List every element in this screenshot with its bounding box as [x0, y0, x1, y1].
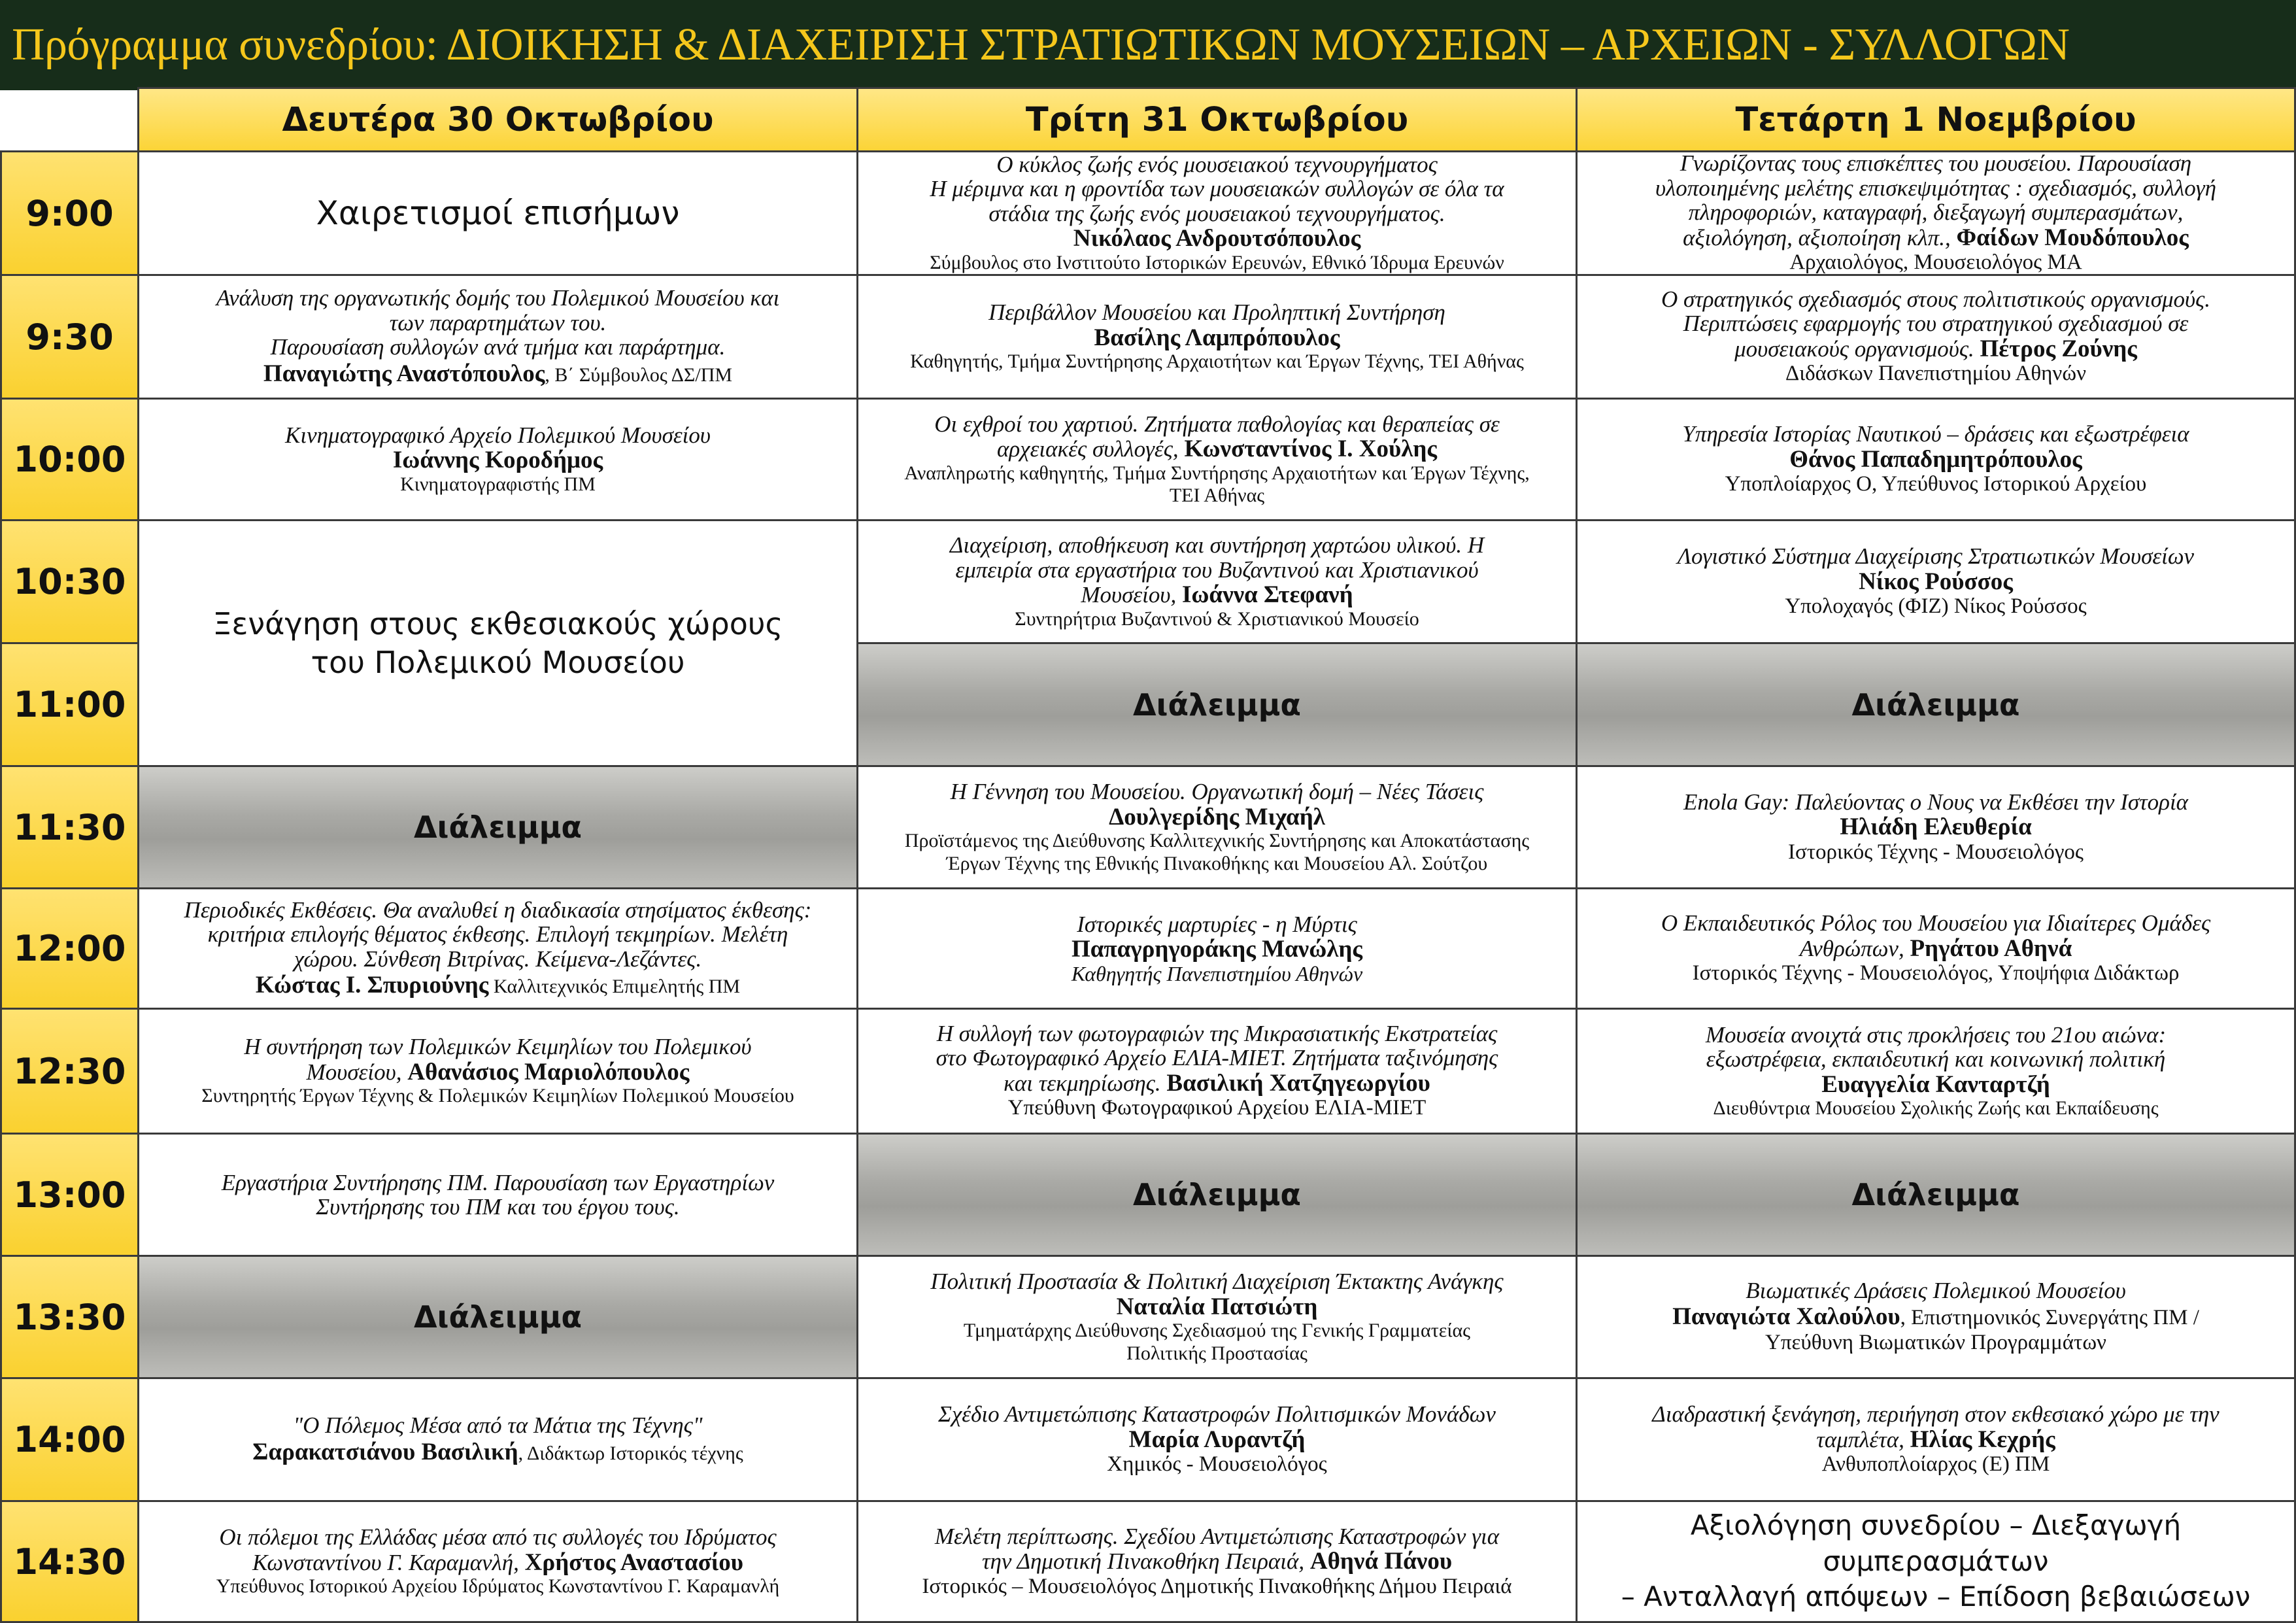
- time-slot-1300: 13:00: [0, 1133, 139, 1257]
- speaker-name: Δουλγερίδης Μιχαήλ: [1109, 803, 1325, 830]
- session-title: Πολιτική Προστασία & Πολιτική Διαχείριση Έκτακτης Ανάγκης: [930, 1269, 1504, 1295]
- speaker-name: Βασιλική Χατζηγεωργίου: [1166, 1069, 1430, 1097]
- day-header-wednesday: Τετάρτη 1 Νοεμβρίου: [1576, 87, 2296, 152]
- session-title: Μελέτη περίπτωσης. Σχεδίου Αντιμετώπισης Καταστροφών για: [934, 1523, 1500, 1549]
- session-mon-1230: [137, 1008, 858, 1135]
- session-title: Ο κύκλος ζωής ενός μουσειακού τεχνουργήματος: [996, 151, 1438, 177]
- speaker-name: Βασίλης Λαμπρόπουλος: [1094, 324, 1340, 351]
- speaker-affiliation: Ιστορικός Τέχνης - Μουσειολόγος: [1788, 840, 2084, 864]
- speaker-affiliation: Αρχαιολόγος, Μουσειολόγος ΜΑ: [1789, 250, 2082, 275]
- speaker-affiliation: Αναπληρωτής καθηγητής, Τμήμα Συντήρησης Αρχαιοτήτων και Έργων Τέχνης,: [904, 462, 1530, 484]
- session-wed-1130: [1576, 765, 2296, 889]
- session-wed-1000: [1576, 398, 2296, 521]
- speaker-affiliation: Καλλιτεχνικός Επιμελητής ΠΜ: [488, 976, 741, 998]
- speaker-affiliation: Συντηρητής Έργων Τέχνης & Πολεμικών Κειμηλίων Πολεμικού Μουσείου: [201, 1085, 794, 1107]
- session-tue-1130: [856, 765, 1578, 889]
- day-header-tuesday: Τρίτη 31 Οκτωβρίου: [856, 87, 1578, 152]
- session-title: Η Γέννηση του Μουσείου. Οργανωτική δομή – Νέες Τάσεις: [950, 779, 1484, 805]
- time-slot-1030: 10:30: [0, 519, 139, 644]
- break-tue-1100: [856, 642, 1578, 767]
- session-wed-1400: [1576, 1377, 2296, 1502]
- session-title: στο Φωτογραφικό Αρχείο ΕΛΙΑ-ΜΙΕΤ. Ζητήματα ταξινόμησης: [936, 1045, 1498, 1071]
- time-slot-1200: 12:00: [0, 887, 139, 1010]
- speaker-affiliation: , Διδάκτωρ Ιστορικός τέχνης: [518, 1442, 743, 1464]
- speaker-affiliation: Συντηρήτρια Βυζαντινού & Χριστιανικού Μουσείο: [1015, 607, 1419, 630]
- session-title: εμπειρία στα εργαστήρια του Βυζαντινού και Χριστιανικού: [955, 556, 1479, 583]
- speaker-name: Νίκος Ρούσσος: [1859, 568, 2013, 595]
- speaker-affiliation: Τμηματάρχης Διεύθυνσης Σχεδιασμού της Γενικής Γραμματείας: [963, 1320, 1471, 1342]
- speaker-affiliation: Υποπλοίαρχος Ο, Υπεύθυνος Ιστορικού Αρχείου: [1725, 472, 2147, 496]
- session-title: χώρου. Σύνθεση Βιτρίνας. Κείμενα-Λεζάντες.: [294, 946, 702, 972]
- session-tue-1230: [856, 1008, 1578, 1135]
- session-mon-1200: [137, 887, 858, 1010]
- speaker-name: Κώστας Ι. Σπυριούνης: [255, 972, 489, 999]
- session-title: Ανθρώπων,: [1799, 935, 1910, 961]
- speaker-name: Παπαγρηγοράκης Μανώλης: [1071, 936, 1363, 963]
- time-slot-1000: 10:00: [0, 398, 139, 521]
- session-title: αξιολόγηση, αξιοποίηση κλπ.,: [1683, 224, 1957, 250]
- speaker-affiliation: Σύμβουλος στο Ινστιτούτο Ιστορικών Ερευνών, Εθνικό Ίδρυμα Ερευνών: [930, 251, 1504, 273]
- speaker-name: Θάνος Παπαδημητρόπουλος: [1789, 445, 2082, 473]
- speaker-name: Μαρία Λυραντζή: [1128, 1426, 1306, 1453]
- session-title: μουσειακούς οργανισμούς.: [1734, 335, 1980, 362]
- session-wed-0930: [1576, 274, 2296, 400]
- session-mon-1300: [137, 1133, 858, 1257]
- speaker-affiliation: Ιστορικός Τέχνης - Μουσειολόγος, Υποψήφια Διδάκτωρ: [1692, 961, 2180, 985]
- speaker-affiliation: Καθηγητής, Τμήμα Συντήρησης Αρχαιοτήτων και Έργων Τέχνης, ΤΕΙ Αθήνας: [910, 350, 1524, 373]
- session-wed-1230: [1576, 1008, 2296, 1135]
- time-slot-1330: 13:30: [0, 1255, 139, 1379]
- speaker-name: Ναταλία Πατσιώτη: [1116, 1293, 1318, 1320]
- speaker-name: Ευαγγελία Κανταρτζή: [1821, 1070, 2050, 1098]
- speaker-name: Αθανάσιος Μαριολόπουλος: [407, 1058, 690, 1085]
- session-title: ταμπλέτα,: [1816, 1426, 1910, 1452]
- session-title: εξωστρέφεια, εκπαιδευτική και κοινωνική πολιτική: [1706, 1046, 2166, 1072]
- speaker-affiliation: Διδάσκων Πανεπιστημίου Αθηνών: [1785, 362, 2086, 386]
- session-title: Περιπτώσεις εφαρμογής του στρατηγικού σχεδιασμού σε: [1683, 311, 2189, 337]
- session-title: Διαχείριση, αποθήκευση και συντήρηση χαρτώου υλικού. Η: [949, 532, 1485, 558]
- speaker-name: Ιωάννα Στεφανή: [1181, 581, 1353, 609]
- session-title: πληροφοριών, καταγραφή, διεξαγωγή συμπερασμάτων,: [1688, 199, 2184, 226]
- break-mon-1130: [137, 765, 858, 889]
- speaker-name: Νικόλαος Ανδρουτσόπουλος: [1073, 225, 1361, 252]
- session-text: – Ανταλλαγή απόψεων – Επίδοση βεβαιώσεων: [1621, 1580, 2251, 1613]
- session-title: Παρουσίαση συλλογών ανά τμήμα και παράρτημα.: [270, 334, 726, 360]
- speaker-name: Παναγιώτης Αναστόπουλος: [263, 360, 545, 387]
- session-text: Ξενάγηση στους εκθεσιακούς χώρους: [212, 606, 783, 641]
- session-tue-1030: [856, 519, 1578, 644]
- session-title: Ιστορικές μαρτυρίες - η Μύρτις: [1077, 911, 1357, 937]
- break-wed-1300: [1576, 1133, 2296, 1257]
- speaker-affiliation: Έργων Τέχνης της Εθνικής Πινακοθήκης και Μουσείου Αλ. Σούτζου: [946, 852, 1488, 874]
- time-slot-0930: 9:30: [0, 274, 139, 400]
- session-title: Μουσεία ανοιχτά στις προκλήσεις του 21ου αιώνα:: [1705, 1021, 2167, 1048]
- time-slot-0900: 9:00: [0, 150, 139, 276]
- session-title: Μουσείου,: [306, 1059, 408, 1085]
- break-label: Διάλειμμα: [1851, 1177, 2020, 1212]
- conference-title-bar: [0, 0, 2296, 90]
- session-title: αρχειακές συλλογές,: [997, 436, 1185, 462]
- break-label: Διάλειμμα: [413, 1299, 582, 1335]
- session-tue-1430: [856, 1500, 1578, 1623]
- session-tue-0930: [856, 274, 1578, 400]
- session-wed-1200: [1576, 887, 2296, 1010]
- session-tue-1400: [856, 1377, 1578, 1502]
- session-title: "Ο Πόλεμος Μέσα από τα Μάτια της Τέχνης": [293, 1412, 703, 1439]
- session-wed-0900: [1576, 150, 2296, 276]
- break-tue-1300: [856, 1133, 1578, 1257]
- session-wed-1030: [1576, 519, 2296, 644]
- speaker-affiliation: , Β΄ Σύμβουλος ΔΣ/ΠΜ: [545, 364, 733, 386]
- break-wed-1100: [1576, 642, 2296, 767]
- speaker-affiliation: Χημικός - Μουσειολόγος: [1107, 1452, 1327, 1477]
- speaker-affiliation: Κινηματογραφιστής ΠΜ: [400, 473, 596, 495]
- speaker-name: Ηλίας Κεχρής: [1910, 1426, 2055, 1453]
- session-title: και τεκμηρίωσης.: [1004, 1070, 1167, 1096]
- session-title: υλοποιημένης μελέτης επισκεψιμότητας : σχεδιασμός, συλλογή: [1655, 175, 2216, 201]
- speaker-name: Αθηνά Πάνου: [1309, 1548, 1453, 1575]
- session-title: Περιοδικές Εκθέσεις. Θα αναλυθεί η διαδικασία στησίματος έκθεσης:: [184, 897, 812, 923]
- session-title: Διαδραστική ξενάγηση, περιήγηση στον εκθεσιακό χώρο με την: [1652, 1401, 2220, 1427]
- session-title: Εργαστήρια Συντήρησης ΠΜ. Παρουσίαση των Εργαστηρίων: [221, 1169, 775, 1195]
- session-title: Enola Gay: Παλεύοντας ο Νους να Εκθέσει την Ιστορία: [1683, 789, 2189, 815]
- session-tue-1330: [856, 1255, 1578, 1379]
- session-title: Κωνσταντίνου Γ. Καραμανλή,: [252, 1549, 525, 1575]
- session-title: Ο στρατηγικός σχεδιασμός στους πολιτιστικούς οργανισμούς.: [1661, 286, 2211, 312]
- session-tue-0900: [856, 150, 1578, 276]
- speaker-affiliation: , Επιστημονικός Συνεργάτης ΠΜ /: [1900, 1306, 2199, 1330]
- session-tue-1000: [856, 398, 1578, 521]
- speaker-affiliation: Ιστορικός – Μουσειολόγος Δημοτικής Πινακοθήκης Δήμου Πειραιά: [922, 1574, 1512, 1598]
- session-title: Συντήρησης του ΠΜ και του έργου τους.: [316, 1194, 680, 1220]
- time-slot-1100: 11:00: [0, 642, 139, 767]
- session-title: Η μέριμνα και η φροντίδα των μουσειακών συλλογών σε όλα τα: [930, 176, 1504, 202]
- session-text: Χαιρετισμοί επισήμων: [316, 194, 680, 232]
- break-label: Διάλειμμα: [1132, 687, 1302, 723]
- session-mon-1400: [137, 1377, 858, 1502]
- time-slot-1430: 14:30: [0, 1500, 139, 1623]
- session-title: Ο Εκπαιδευτικός Ρόλος του Μουσείου για Ιδιαίτερες Ομάδες: [1661, 910, 2211, 936]
- speaker-affiliation: Υπεύθυνη Φωτογραφικού Αρχείου ΕΛΙΑ-ΜΙΕΤ: [1007, 1096, 1427, 1120]
- session-mon-0930: [137, 274, 858, 400]
- speaker-affiliation: Υπεύθυνη Βιωματικών Προγραμμάτων: [1765, 1331, 2106, 1355]
- speaker-name: Παναγιώτα Χαλούλου: [1672, 1303, 1900, 1331]
- session-text: Αξιολόγηση συνεδρίου – Διεξαγωγή συμπερασμάτων: [1690, 1509, 2182, 1577]
- session-title: Οι πόλεμοι της Ελλάδας μέσα από τις συλλογές του Ιδρύματος: [219, 1524, 777, 1550]
- session-title: Ανάλυση της οργανωτικής δομής του Πολεμικού Μουσείου και: [216, 285, 780, 311]
- speaker-affiliation: Πολιτικής Προστασίας: [1126, 1342, 1308, 1364]
- speaker-name: Ιωάννης Κοροδήμος: [392, 447, 603, 474]
- day-header-monday: Δευτέρα 30 Οκτωβρίου: [137, 87, 858, 152]
- session-title: Υπηρεσία Ιστορίας Ναυτικού – δράσεις και εξωστρέφεια: [1682, 421, 2189, 447]
- speaker-affiliation: Διευθύντρια Μουσείου Σχολικής Ζωής και Εκπαίδευσης: [1713, 1097, 2159, 1119]
- time-slot-1230: 12:30: [0, 1008, 139, 1135]
- session-mon-tour: [137, 519, 858, 767]
- session-title: κριτήρια επιλογής θέματος έκθεσης. Επιλογή τεκμηρίων. Μελέτη: [207, 921, 788, 948]
- speaker-name: Φαίδων Μουδόπουλος: [1956, 224, 2189, 251]
- break-label: Διάλειμμα: [1132, 1177, 1302, 1212]
- session-title: Σχέδιο Αντιμετώπισης Καταστροφών Πολιτισμικών Μονάδων: [938, 1401, 1496, 1427]
- session-tue-1200: [856, 887, 1578, 1010]
- speaker-affiliation: Υπολοχαγός (ΦΙΖ) Νίκος Ρούσσος: [1785, 594, 2087, 619]
- speaker-name: Κωνσταντίνος Ι. Χούλης: [1184, 436, 1437, 463]
- break-mon-1330: [137, 1255, 858, 1379]
- session-title: στάδια της ζωής ενός μουσειακού τεχνουργήματος.: [988, 200, 1445, 226]
- session-title: την Δημοτική Πινακοθήκη Πειραιά,: [981, 1548, 1310, 1575]
- speaker-affiliation: Προϊστάμενος της Διεύθυνσης Καλλιτεχνικής Συντήρησης και Αποκατάστασης: [904, 830, 1530, 852]
- session-title: Περιβάλλον Μουσείου και Προληπτική Συντήρηση: [988, 299, 1445, 326]
- break-label: Διάλειμμα: [413, 810, 582, 845]
- speaker-affiliation: Ανθυποπλοίαρχος (Ε) ΠΜ: [1821, 1452, 2050, 1477]
- speaker-name: Χρήστος Αναστασίου: [524, 1548, 743, 1576]
- session-mon-1000: [137, 398, 858, 521]
- time-slot-1400: 14:00: [0, 1377, 139, 1502]
- session-title: Κινηματογραφικό Αρχείο Πολεμικού Μουσείου: [285, 422, 711, 448]
- break-label: Διάλειμμα: [1851, 687, 2020, 723]
- speaker-name: Ρηγάτου Αθηνά: [1910, 934, 2072, 962]
- session-title: Λογιστικό Σύστημα Διαχείρισης Στρατιωτικών Μουσείων: [1677, 543, 2195, 570]
- session-title: Μουσείου,: [1081, 582, 1182, 608]
- session-wed-1330: [1576, 1255, 2296, 1379]
- session-title: Βιωματικές Δράσεις Πολεμικού Μουσείου: [1746, 1277, 2126, 1303]
- conference-title: Πρόγραμμα συνεδρίου: ΔΙΟΙΚΗΣΗ & ΔΙΑΧΕΙΡΙΣΗ ΣΤΡΑΤΙΩΤΙΚΩΝ ΜΟΥΣΕΙΩΝ – ΑΡΧΕΙΩΝ - ΣΥΛΛΟΓΩΝ: [12, 20, 2070, 70]
- session-title: Η συντήρηση των Πολεμικών Κειμηλίων του Πολεμικού: [244, 1034, 752, 1060]
- session-mon-0900: [137, 150, 858, 276]
- speaker-affiliation: Υπεύθυνος Ιστορικού Αρχείου Ιδρύματος Κωνσταντίνου Γ. Καραμανλή: [216, 1575, 780, 1597]
- session-mon-1430: [137, 1500, 858, 1623]
- session-title: των παραρτημάτων του.: [389, 309, 607, 335]
- session-title: Γνωρίζοντας τους επισκέπτες του μουσείου. Παρουσίαση: [1680, 150, 2192, 177]
- speaker-name: Σαρακατσιάνου Βασιλική: [252, 1438, 518, 1465]
- speaker-affiliation: Καθηγητής Πανεπιστημίου Αθηνών: [1071, 961, 1363, 985]
- speaker-affiliation: ΤΕΙ Αθήνας: [1169, 485, 1265, 506]
- speaker-name: Ηλιάδη Ελευθερία: [1840, 813, 2032, 841]
- speaker-name: Πέτρος Ζούνης: [1980, 335, 2137, 362]
- session-title: Οι εχθροί του χαρτιού. Ζητήματα παθολογίας και θεραπείας σε: [934, 411, 1500, 437]
- session-wed-1430: [1576, 1500, 2296, 1623]
- session-text: του Πολεμικού Μουσείου: [311, 644, 685, 680]
- time-slot-1130: 11:30: [0, 765, 139, 889]
- session-title: Η συλλογή των φωτογραφιών της Μικρασιατικής Εκστρατείας: [936, 1020, 1498, 1046]
